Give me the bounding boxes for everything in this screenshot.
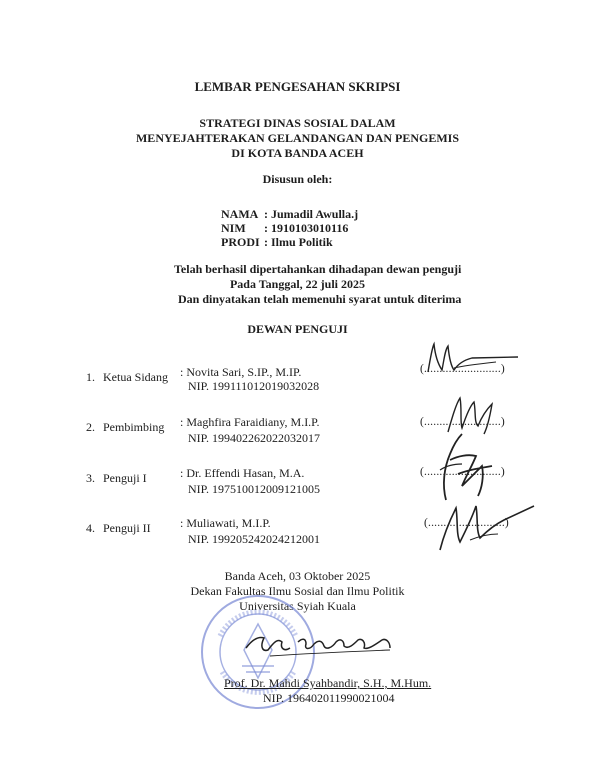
nim-label: NIM	[221, 221, 246, 235]
prodi-label: PRODI	[221, 235, 260, 249]
examiner-name: : Maghfira Faraidiany, M.I.P.	[180, 415, 320, 429]
defense-line-1: Telah berhasil dipertahankan dihadapan dewan penguji	[174, 262, 462, 276]
name-label: NAMA	[221, 207, 259, 221]
examiner-signature-1	[418, 340, 528, 380]
examiner-name: : Dr. Effendi Hasan, M.A.	[180, 466, 305, 480]
examiner-nip: NIP. 199111012019032028	[188, 379, 320, 393]
examiner-role: Penguji I	[103, 471, 147, 485]
nim-value: : 1910103010116	[264, 221, 349, 235]
dean-nip: NIP. 196402011990021004	[263, 691, 395, 705]
signature-placeholder: (.........................)	[420, 466, 505, 478]
defense-line-2: Pada Tanggal, 22 juli 2025	[229, 277, 366, 291]
examiner-number: 4.	[86, 521, 95, 535]
dean-signature	[240, 622, 400, 662]
examiner-nip: NIP. 199205242024212001	[188, 532, 321, 546]
dean-position: Dekan Fakultas Ilmu Sosial dan Ilmu Politik	[190, 584, 405, 598]
examiner-number: 1.	[86, 370, 95, 384]
signature-placeholder: (.........................)	[420, 416, 505, 428]
prodi-value: : Ilmu Politik	[264, 235, 333, 249]
defense-line-3: Dan dinyatakan telah memenuhi syarat untuk diterima	[178, 292, 462, 306]
examiner-role: Pembimbing	[103, 420, 165, 434]
examiner-role: Penguji II	[103, 521, 151, 535]
examiner-nip: NIP. 199402262022032017	[188, 431, 321, 445]
examiner-name: : Muliawati, M.I.P.	[180, 516, 271, 530]
university-name: Universitas Syiah Kuala	[239, 599, 356, 613]
signature-placeholder: (.........................)	[424, 517, 509, 529]
board-title: DEWAN PENGUJI	[247, 322, 348, 336]
examiner-number: 3.	[86, 471, 95, 485]
examiner-signature-4	[430, 490, 540, 555]
examiner-number: 2.	[86, 420, 95, 434]
name-value: : Jumadil Awulla.j	[264, 207, 359, 221]
thesis-title-line-1: STRATEGI DINAS SOSIAL DALAM	[199, 116, 396, 130]
thesis-title-line-2: MENYEJAHTERAKAN GELANDANGAN DAN PENGEMIS	[135, 131, 459, 145]
compiled-by-label: Disusun oleh:	[262, 172, 333, 186]
examiner-name: : Novita Sari, S.IP., M.IP.	[180, 365, 302, 379]
document-title: LEMBAR PENGESAHAN SKRIPSI	[194, 79, 401, 94]
place-date: Banda Aceh, 03 Oktober 2025	[224, 569, 371, 583]
thesis-title-line-3: DI KOTA BANDA ACEH	[231, 146, 364, 160]
examiner-nip: NIP. 197510012009121005	[188, 482, 321, 496]
dean-name: Prof. Dr. Mahdi Syahbandir, S.H., M.Hum.	[224, 676, 432, 690]
signature-placeholder: (.........................)	[420, 363, 505, 375]
examiner-role: Ketua Sidang	[103, 370, 168, 384]
